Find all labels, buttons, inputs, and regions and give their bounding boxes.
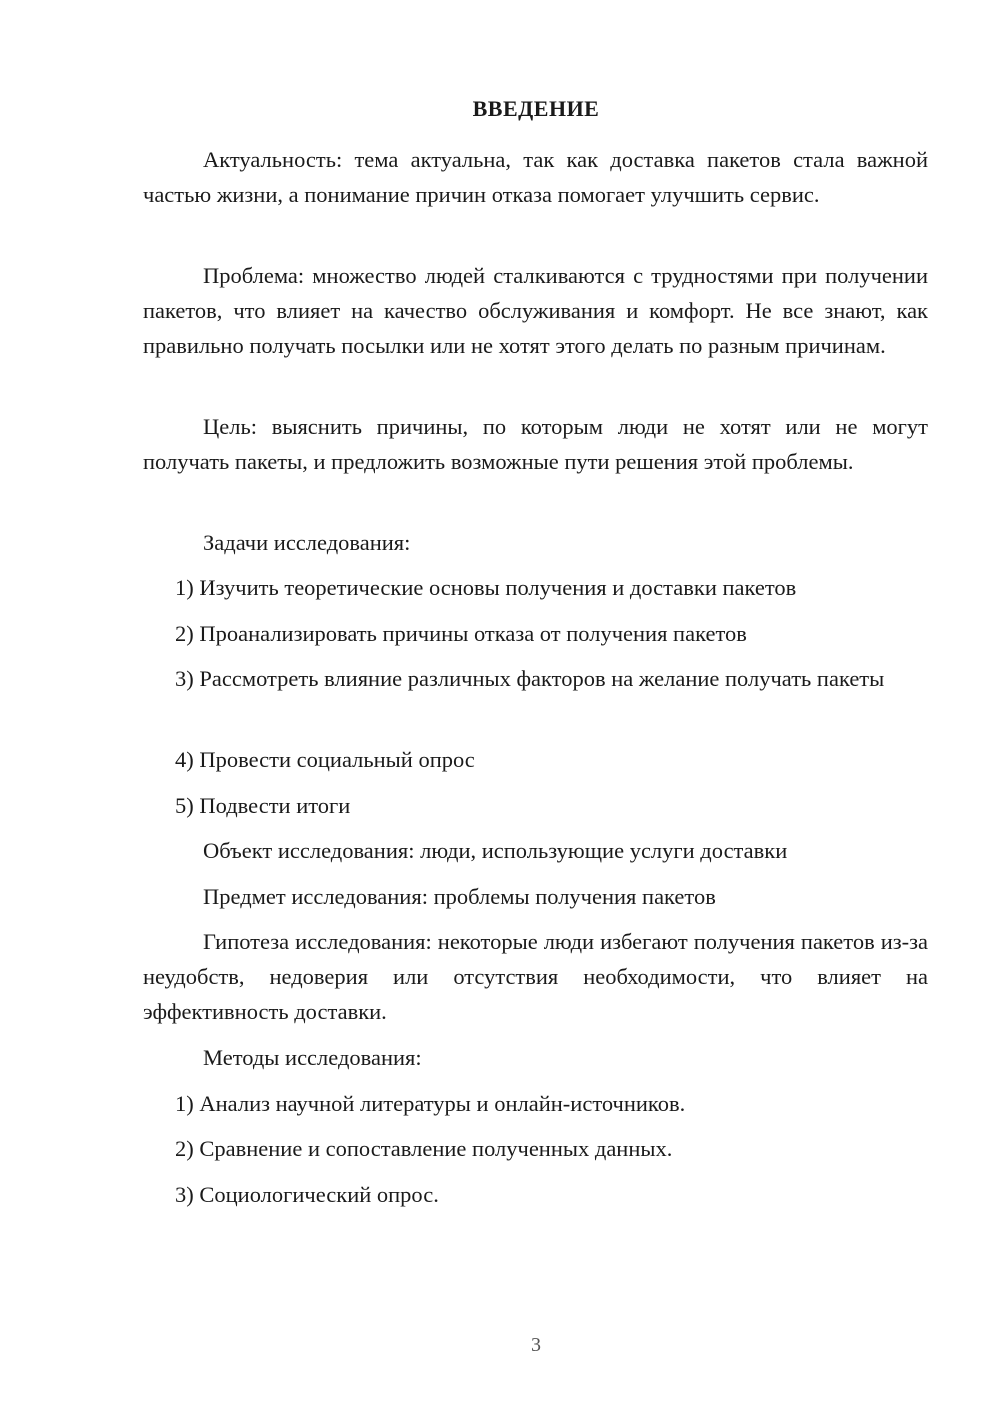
problem-paragraph: Проблема: множество людей сталкиваются с трудностями при получении пакетов, что влияет на качество обслуживания и комфорт. Не все знают, как правильно получать посылки или не хотят этого делать по разным причинам.: [143, 263, 928, 358]
goal-paragraph: Цель: выяснить причины, по которым люди не хотят или не могут получать пакеты, и предложить возможные пути решения этой проблемы.: [143, 414, 928, 474]
methods-title: Методы исследования:: [203, 1045, 422, 1070]
method-item: 1) Анализ научной литературы и онлайн-источников.: [175, 1091, 686, 1116]
method-item: 3) Социологический опрос.: [175, 1182, 439, 1207]
section-heading: ВВЕДЕНИЕ: [472, 96, 600, 121]
page-number: 3: [531, 1334, 541, 1356]
object-line: Объект исследования: люди, использующие услуги доставки: [203, 838, 788, 863]
relevance-paragraph: Актуальность: тема актуальна, так как доставка пакетов стала важной частью жизни, а понимание причин отказа помогает улучшить сервис.: [143, 147, 928, 207]
task-item: 4) Провести социальный опрос: [175, 747, 475, 772]
subject-line: Предмет исследования: проблемы получения пакетов: [203, 884, 716, 909]
task-item: 3) Рассмотреть влияние различных факторов на желание получать пакеты: [175, 666, 885, 691]
hypothesis-paragraph: Гипотеза исследования: некоторые люди избегают получения пакетов из-за неудобств, недоверия или отсутствия необходимости, что влияет на эффективность доставки.: [143, 929, 928, 1024]
task-item: 1) Изучить теоретические основы получения и доставки пакетов: [175, 575, 797, 600]
task-item: 5) Подвести итоги: [175, 793, 351, 818]
task-item: 2) Проанализировать причины отказа от получения пакетов: [175, 621, 747, 646]
tasks-title: Задачи исследования:: [203, 530, 411, 555]
method-item: 2) Сравнение и сопоставление полученных данных.: [175, 1136, 673, 1161]
